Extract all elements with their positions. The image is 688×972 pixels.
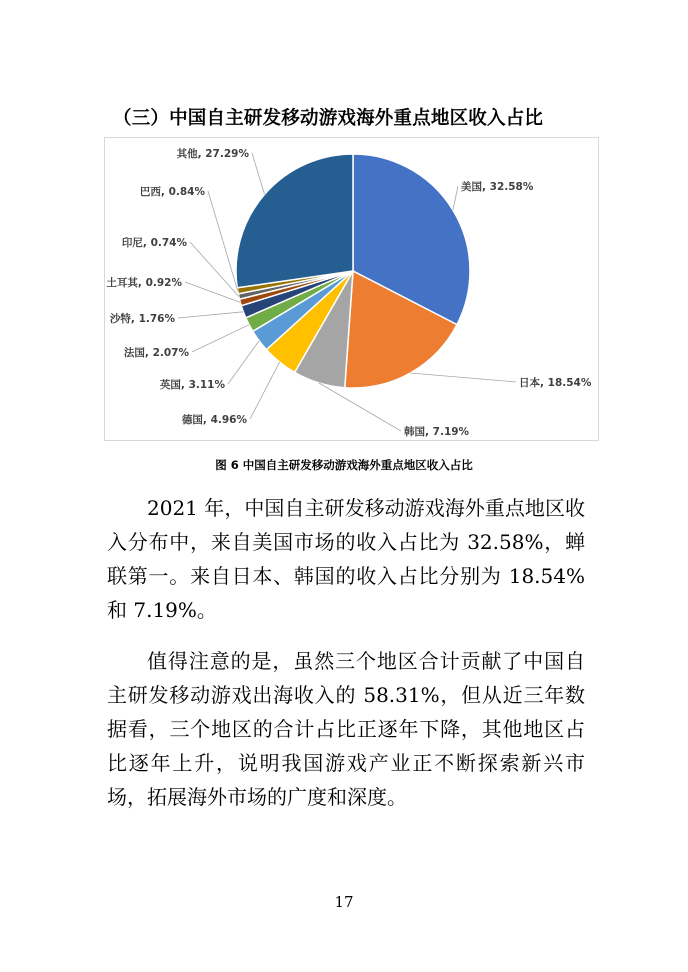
pie-chart [104,137,599,441]
slice-data-label: 德国, 4.96% [181,414,247,426]
leader-line [178,312,243,318]
pie-slice [236,154,353,288]
leader-line [192,325,249,352]
leader-line [208,191,238,291]
slice-data-label: 土耳其, 0.92% [106,277,182,289]
slice-data-label: 其他, 27.29% [176,148,249,160]
slice-data-label: 印尼, 0.74% [121,237,187,249]
leader-line [185,282,240,302]
section-title: （三）中国自主研发移动游戏海外重点地区收入占比 [113,108,544,129]
slice-data-label: 巴西, 0.84% [139,186,205,198]
page-number: 17 [334,893,354,911]
leader-line [319,383,401,431]
slice-data-label: 日本, 18.54% [519,377,592,389]
slice-data-label: 美国, 32.58% [461,181,534,193]
body-paragraph-1: 2021 年，中国自主研发移动游戏海外重点地区收入分布中，来自美国市场的收入占比为 32.58%，蝉联第一。来自日本、韩国的收入占比分别为 18.54%和 7.19%。 [107,496,585,622]
slice-data-label: 沙特, 1.76% [109,313,175,325]
slice-data-label: 法国, 2.07% [123,347,189,359]
slice-data-label: 英国, 3.11% [159,379,225,391]
body-paragraph-2: 值得注意的是，虽然三个地区合计贡献了中国自主研发移动游戏出海收入的 58.31%，但从近三年数据看，三个地区的合计占比正逐年下降，其他地区占比逐年上升，说明我国游戏产业正不断探索新兴市场，拓展海外市场的广度和深度。 [107,649,585,809]
leader-line [228,341,259,384]
leader-line [410,373,516,382]
pie-chart-svg [105,138,600,442]
leader-line [252,153,265,194]
slice-data-label: 韩国, 7.19% [404,426,470,438]
leader-line [453,186,458,210]
figure-caption: 图 6 中国自主研发移动游戏海外重点地区收入占比 [215,458,473,472]
leader-line [250,362,280,419]
